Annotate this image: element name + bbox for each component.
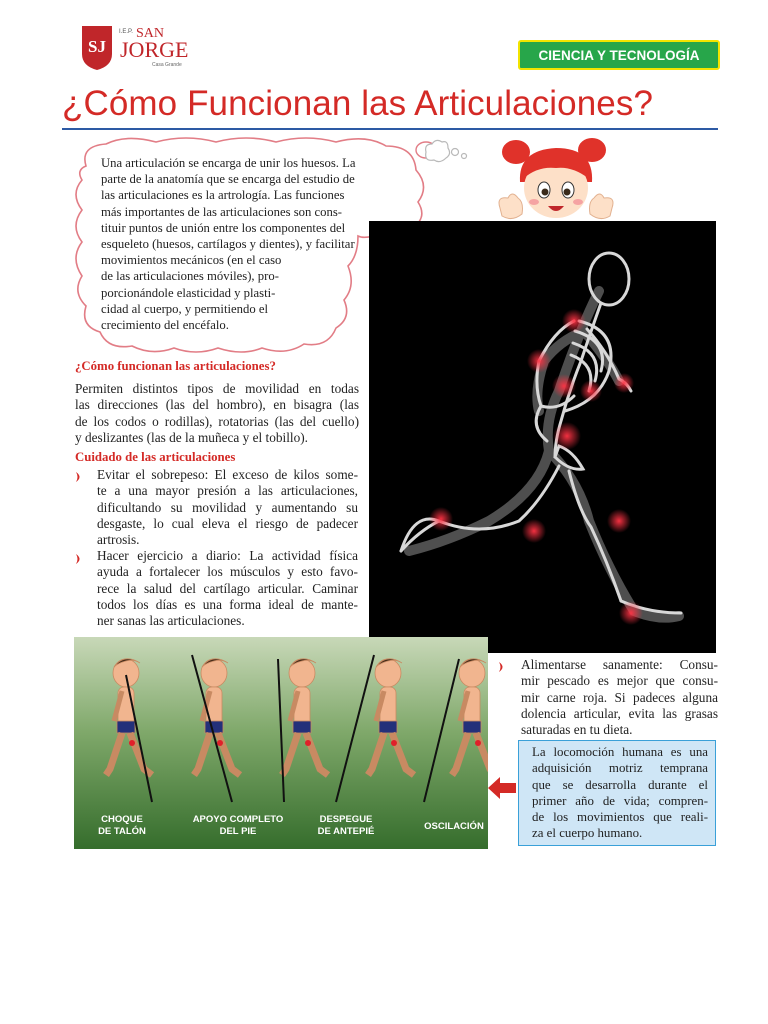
info-line: de los movimientos que reali-: [532, 810, 708, 825]
info-line: za el cuerpo humano.: [532, 826, 643, 841]
bullet-line: artrosis.: [97, 532, 140, 548]
paragraph-line: de los codos o rodillas), rotatorias (las del cuello): [75, 413, 359, 429]
paragraph-line: y deslizantes (las de la muñeca y el tobillo).: [75, 429, 308, 445]
logo-san: SAN: [136, 26, 165, 41]
info-text: [532, 744, 708, 842]
intro-line: tituir puntos de unión entre los componentes del: [101, 220, 346, 235]
bullet-line: Evitar el sobrepeso: El exceso de kilos some-: [97, 467, 358, 482]
bullet-line: rece la salud del cartílago articular. Caminar: [97, 580, 358, 596]
thought-bubbles-icon: [420, 138, 470, 168]
paragraph-line: las direcciones (las del hombro), en bisagra (las: [75, 397, 359, 413]
section-heading-how: ¿Cómo funcionan las articulaciones?: [75, 359, 276, 373]
info-line: primer año de vida; compren-: [532, 793, 708, 808]
bullet-line: te a una mayor presión a las articulaciones,: [97, 483, 358, 499]
left-arrow-icon: [488, 777, 516, 799]
section-paragraph-how: [75, 381, 359, 446]
bullet-text-diet: [521, 657, 718, 738]
bullet-icon: [74, 553, 86, 567]
bullet-line: dificultando su movilidad y aumentando su: [97, 499, 358, 515]
info-line: La locomoción humana es una: [532, 745, 708, 759]
intro-line: cidad al cuerpo, y permitiendo el: [101, 301, 268, 316]
intro-line: las articulaciones es la artrología. Las funciones: [101, 188, 345, 203]
bullet-line: saturadas en tu dieta.: [521, 722, 633, 738]
intro-line: porcionándole elasticidad y plasti-: [101, 285, 276, 300]
intro-line: movimientos mecánicos (en el caso: [101, 253, 282, 268]
phase-label: DE ANTEPIÉ: [317, 826, 375, 837]
bullet-line: Alimentarse sanamente: Consu-: [521, 657, 718, 672]
bullet-icon: [74, 471, 86, 485]
intro-line: parte de la anatomía que se encarga del estudio de: [101, 172, 355, 187]
title-divider: [62, 128, 718, 130]
info-line: que se desarrolla durante el: [532, 777, 708, 792]
intro-line: de las articulaciones móviles), pro-: [101, 269, 279, 284]
intro-paragraph: [101, 155, 401, 333]
logo-jorge: JORGE: [120, 37, 189, 62]
intro-line: más importantes de las articulaciones son cons-: [101, 204, 342, 219]
bullet-line: ayuda a fortalecer los músculos y esto favo-: [97, 564, 358, 580]
phase-label: CHOQUE: [101, 814, 143, 825]
page-title: ¿Cómo Funcionan las Articulaciones?: [62, 84, 654, 123]
info-line: adquisición motriz temprana: [532, 761, 708, 776]
intro-line: crecimiento del encéfalo.: [101, 318, 229, 333]
running-skeleton-xray-image: [369, 221, 716, 653]
bullet-text-overweight: [97, 467, 358, 548]
bullet-icon: [497, 661, 509, 675]
intro-line: Una articulación se encarga de unir los huesos. La: [101, 156, 356, 170]
bullet-line: mir carne roja. Si padeces alguna: [521, 689, 718, 705]
phase-label: DESPEGUE: [319, 814, 373, 825]
phase-label: DEL PIE: [219, 826, 257, 837]
phase-label: DE TALÓN: [98, 826, 146, 837]
paragraph-line: Permiten distintos tipos de movilidad en todas: [75, 381, 359, 396]
section-heading-care: Cuidado de las articulaciones: [75, 450, 236, 464]
bullet-line: todos los días es una forma ideal de mante-: [97, 596, 358, 612]
bullet-line: mir pescado es mejor que consu-: [521, 673, 718, 689]
logo-prefix: I.E.P.: [119, 29, 133, 35]
bullet-text-exercise: [97, 548, 358, 629]
bullet-line: desgaste, lo cual eleva el riesgo de padecer: [97, 515, 358, 531]
intro-line: esqueleto (huesos, cartílagos y dientes), y facilitar: [101, 237, 355, 252]
cartoon-girl-illustration: [494, 138, 618, 224]
bullet-line: Hacer ejercicio a diario: La actividad física: [97, 548, 358, 563]
phase-label: APOYO COMPLETO: [192, 814, 284, 825]
subject-badge: CIENCIA Y TECNOLOGÍA: [518, 40, 720, 70]
bullet-line: ner sanas las articulaciones.: [97, 613, 245, 629]
walking-phases-illustration: [74, 637, 488, 849]
bullet-line: dolencia articular, evita las grasas: [521, 705, 718, 721]
school-logo: [80, 24, 210, 70]
phase-label: OSCILACIÓN: [424, 821, 484, 832]
logo-initials: SJ: [88, 37, 106, 56]
logo-sub: Casa Grande: [152, 62, 182, 68]
